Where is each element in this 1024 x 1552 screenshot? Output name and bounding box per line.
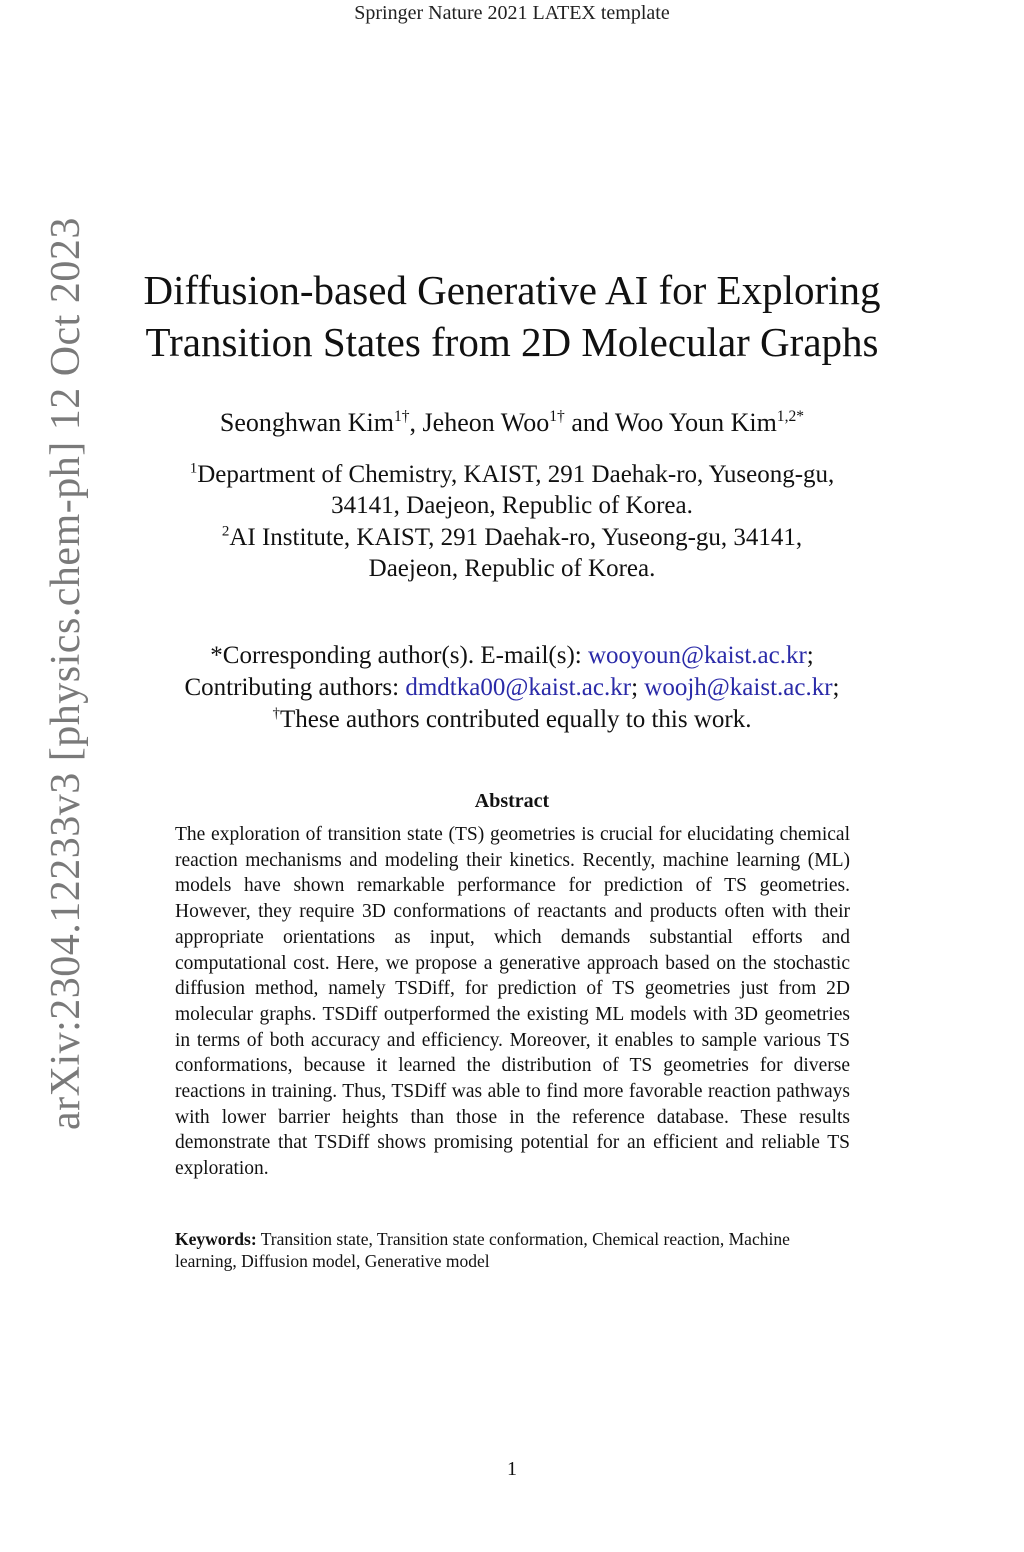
author-marks: 1† [549,407,565,425]
affiliation-line: Department of Chemistry, KAIST, 291 Daehak-ro, Yuseong-gu, [197,461,835,488]
author-name: Jeheon Woo [422,408,550,437]
title-line-1: Diffusion-based Generative AI for Exploring [143,267,881,313]
keywords-block [175,1228,850,1272]
author-name: Woo Youn Kim [614,408,777,437]
author-list [130,408,894,438]
contributing-label: Contributing authors: [184,674,406,701]
author-separator: and [564,408,615,437]
affiliation-2 [130,522,894,584]
affiliation-number: 1 [189,460,198,477]
email-separator: ; [832,674,840,701]
arxiv-identifier: arXiv:2304.12233v3 [physics.chem-ph] 12 Oct 2023 [43,217,89,1130]
contributing-email-link[interactable]: dmdtka00@kaist.ac.kr [405,674,632,701]
equal-contribution-note: These authors contributed equally to this work. [280,706,752,733]
author-name: Seonghwan Kim [219,408,394,437]
corresponding-label: *Corresponding author(s). E-mail(s): [210,642,588,669]
affiliation-number: 2 [221,523,230,540]
keywords-list: Transition state, Transition state conformation, Chemical reaction, Machine learning, Diffusion model, Generative model [175,1229,790,1271]
abstract-text: The exploration of transition state (TS) geometries is crucial for elucidating chemical reaction mechanisms and modeling their kinetics. Recently, machine learning (ML) models have shown remarkable performance for prediction of TS geometries. However, they require 3D conformations of reactants and products often with their appropriate orientations as input, which demands substantial efforts and computational cost. Here, we propose a generative approach based on the stochastic diffusion method, namely TSDiff, for prediction of TS geometries just from 2D molecular graphs. TSDiff outperformed the existing ML models with 3D geometries in terms of both accuracy and efficiency. Moreover, it enables to sample various TS conformations, because it learned the distribution of TS geometries for diverse reactions in training. Thus, TSDiff was able to find more favorable reaction pathways with lower barrier heights than those in the reference database. These results demonstrate that TSDiff shows promising potential for an efficient and reliable TS exploration. [175,824,850,1180]
author-separator: , [409,408,423,437]
affiliation-line: AI Institute, KAIST, 291 Daehak-ro, Yuseong-gu, 34141, [229,524,803,551]
keywords-label: Keywords: [175,1229,257,1249]
email-separator: ; [631,674,645,701]
author-marks: 1,2* [776,407,805,425]
corresponding-email-link[interactable]: wooyoun@kaist.ac.kr [587,642,807,669]
contributing-email-link[interactable]: woojh@kaist.ac.kr [644,674,833,701]
affiliation-line: 34141, Daejeon, Republic of Korea. [331,492,693,519]
affiliation-line: Daejeon, Republic of Korea. [368,555,656,582]
abstract-heading: Abstract [474,790,550,812]
correspondence-block [130,640,894,736]
email-separator: ; [806,642,814,669]
equal-contribution-mark: † [272,705,281,722]
affiliation-1 [130,459,894,521]
author-marks: 1† [393,407,410,425]
running-header: Springer Nature 2021 LATEX template [354,2,670,24]
paper-title [130,264,894,368]
title-line-2: Transition States from 2D Molecular Graphs [145,319,879,365]
page-number: 1 [507,1458,517,1480]
